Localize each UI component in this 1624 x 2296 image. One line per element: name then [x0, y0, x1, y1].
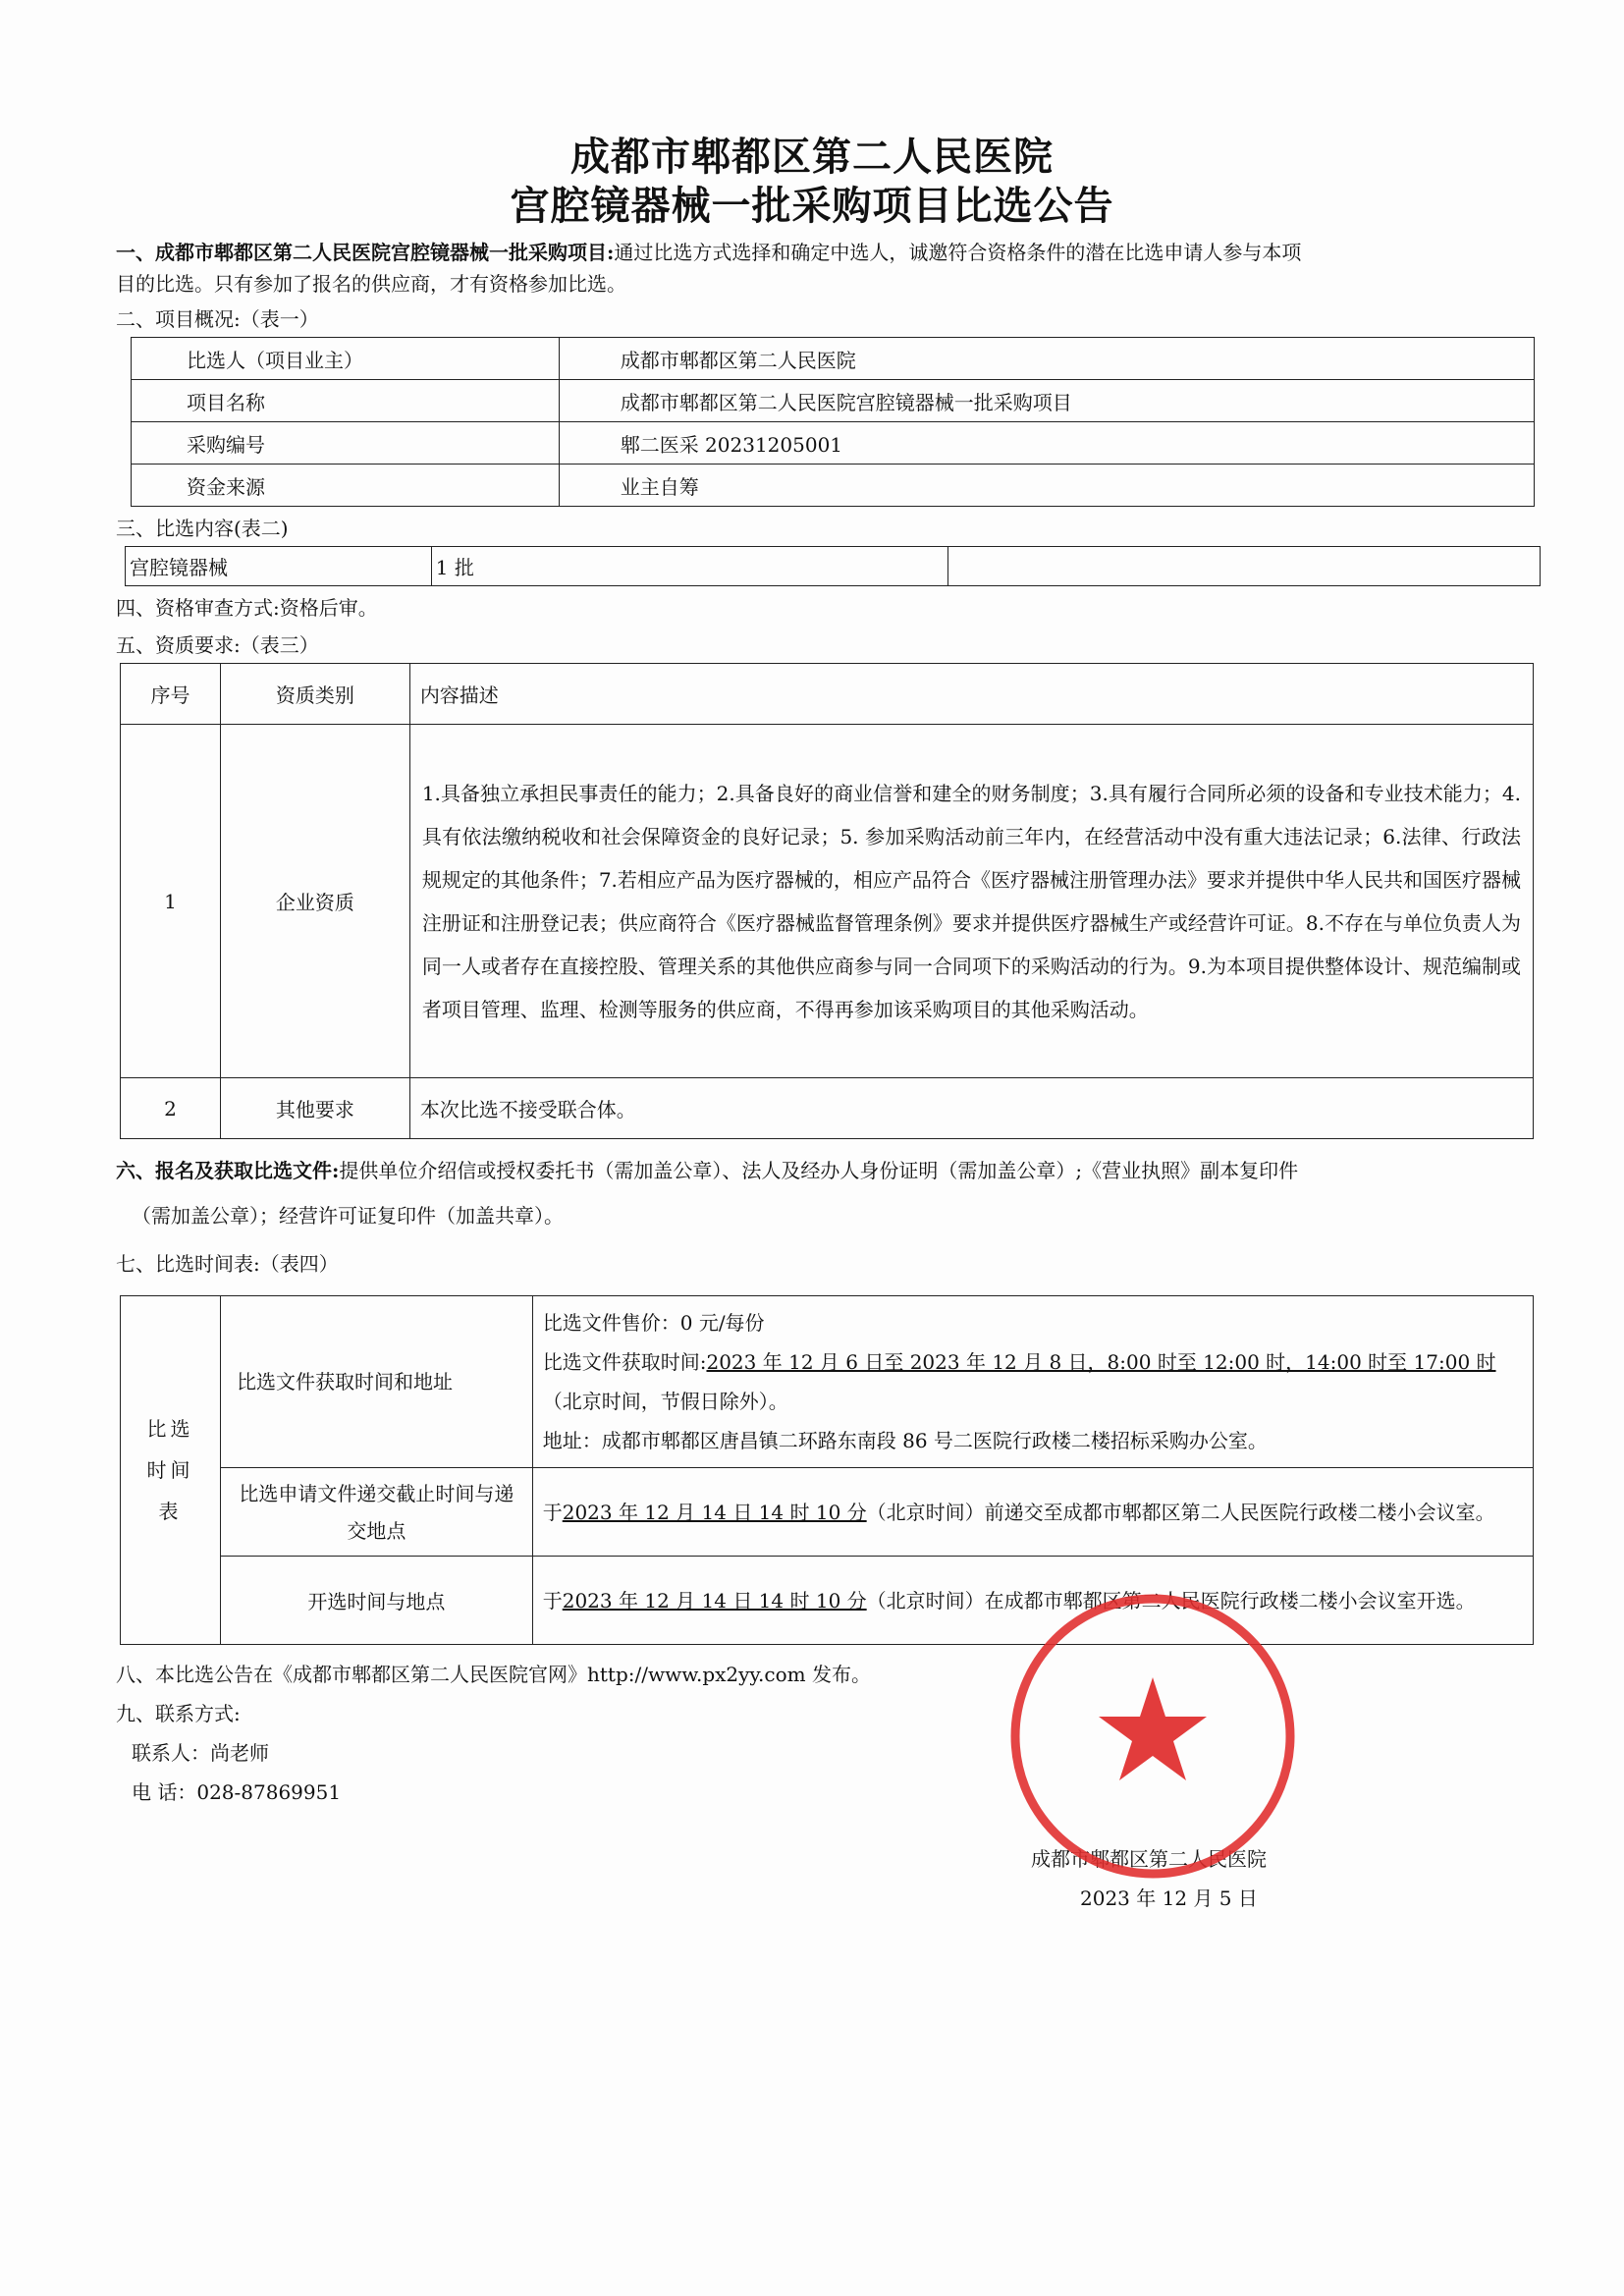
header-type: 资质类别	[220, 664, 409, 725]
section4-line	[116, 591, 1549, 625]
table-row	[121, 664, 1534, 725]
row-desc: 1.具备独立承担民事责任的能力；2.具备良好的商业信誉和建全的财务制度；3.具有履行合同所必须的设备和专业技术能力；4.具有依法缴纳税收和社会保障资金的良好记录；5. 参加采购活动前三年内，在经营活动中没有重大违法记录；6.法律、行政法规规定的其他条件；7.若相应产品为医疗器械的，相应产品符合《医疗器械注册管理办法》要求并提供中华人民共和国医疗器械注册证和注册登记表；供应商符合《医疗器械监督管理条例》要求并提供医疗器械生产或经营许可证。8.不存在与单位负责人为同一人或者存在直接控股、管理关系的其他供应商参与同一合同项下的采购活动的行为。9.为本项目提供整体设计、规范编制或者项目管理、监理、检测等服务的供应商，不得再参加该采购项目的其他采购活动。	[409, 725, 1533, 1078]
section6-heading: 六、报名及获取比选文件:	[116, 1159, 340, 1182]
table-row	[121, 725, 1534, 1078]
section5-heading: 五、资质要求:（表三）	[116, 633, 319, 657]
signature-date: 2023 年 12 月 5 日	[1080, 1886, 1258, 1910]
overview-value: 成都市郫都区第二人民医院	[559, 338, 1534, 380]
section7-heading: 七、比选时间表:（表四）	[116, 1252, 339, 1276]
doc-time: 比选文件获取时间:2023 年 12 月 6 日至 2023 年 12 月 8 日，8:00 时至 12:00 时，14:00 时至 17:00 时（北京时间，节假日除外）。	[542, 1350, 1496, 1413]
table-row	[121, 1468, 1534, 1557]
contact-person: 联系人：尚老师	[132, 1741, 269, 1765]
project-overview-table	[131, 337, 1535, 507]
overview-value: 成都市郫都区第二人民医院宫腔镜器械一批采购项目	[559, 380, 1534, 422]
doc-address: 地址：成都市郫都区唐昌镇二环路东南段 86 号二医院行政楼二楼招标采购办公室。	[542, 1429, 1268, 1452]
schedule-label-1: 比选文件获取时间和地址	[220, 1296, 532, 1468]
schedule-content-1	[532, 1296, 1533, 1468]
schedule-content-3: 于2023 年 12 月 14 日 14 时 10 分（北京时间）在成都市郫都区第二人民医院行政楼二楼小会议室开选。	[532, 1557, 1533, 1645]
row-type: 企业资质	[220, 725, 409, 1078]
schedule-content-2: 于2023 年 12 月 14 日 14 时 10 分（北京时间）前递交至成都市郫都区第二人民医院行政楼二楼小会议室。	[532, 1468, 1533, 1557]
content-item: 宫腔镜器械	[126, 547, 432, 586]
doc-price: 比选文件售价：0 元/每份	[542, 1311, 765, 1335]
table-row	[132, 422, 1535, 465]
opening-time: 2023 年 12 月 14 日 14 时 10 分	[562, 1588, 867, 1613]
content-qty: 1 批	[431, 547, 948, 586]
overview-label: 项目名称	[132, 380, 560, 422]
table-row	[126, 547, 1541, 586]
row-desc: 本次比选不接受联合体。	[409, 1078, 1533, 1139]
intro-line-2: 目的比选。只有参加了报名的供应商，才有资格参加比选。	[116, 272, 626, 296]
header-no: 序号	[121, 664, 221, 725]
header-desc: 内容描述	[409, 664, 1533, 725]
intro-text-1: 通过比选方式选择和确定中选人，诚邀符合资格条件的潜在比选申请人参与本项	[614, 241, 1302, 264]
table-row	[132, 465, 1535, 507]
table-row	[121, 1557, 1534, 1645]
row-type: 其他要求	[220, 1078, 409, 1139]
section4-value: 资格后审。	[279, 596, 378, 620]
doc-time-range: 2023 年 12 月 6 日至 2023 年 12 月 8 日，8:00 时至 12:00 时，14:00 时至 17:00 时	[706, 1350, 1496, 1374]
content-extra	[948, 547, 1541, 586]
table-row	[132, 380, 1535, 422]
section8-heading: 八、本比选公告在《成都市郫都区第二人民医院官网》http://www.px2yy.com 发布。	[116, 1663, 871, 1686]
overview-label: 资金来源	[132, 465, 560, 507]
intro-heading: 一、成都市郫都区第二人民医院宫腔镜器械一批采购项目:	[116, 241, 615, 264]
overview-value: 郫二医采 20231205001	[559, 422, 1534, 465]
section6-line-2: （需加盖公章）；经营许可证复印件（加盖共章）。	[132, 1204, 564, 1228]
schedule-label-3: 开选时间与地点	[220, 1557, 532, 1645]
section6-text-1: 提供单位介绍信或授权委托书（需加盖公章）、法人及经办人身份证明（需加盖公章）;《营业执照》副本复印件	[339, 1159, 1299, 1182]
title-line-1: 成都市郫都区第二人民医院	[570, 135, 1054, 180]
row-no: 1	[121, 725, 221, 1078]
row-no: 2	[121, 1078, 221, 1139]
schedule-group-label: 比选时间表	[121, 1296, 221, 1645]
table-row	[121, 1296, 1534, 1468]
section6-line-1	[116, 1154, 1549, 1187]
intro-line-1	[116, 236, 1549, 269]
overview-label: 比选人（项目业主）	[132, 338, 560, 380]
section2-heading: 二、项目概况:（表一）	[116, 307, 319, 331]
red-star-seal-icon	[1005, 1589, 1300, 1884]
table-row	[121, 1078, 1534, 1139]
overview-value: 业主自筹	[559, 465, 1534, 507]
qualification-table	[120, 663, 1534, 1139]
signature-org: 成都市郫都区第二人民医院	[1031, 1847, 1267, 1871]
section3-heading: 三、比选内容(表二)	[116, 517, 289, 540]
section4-heading: 四、资格审查方式:	[116, 596, 280, 620]
schedule-label-2: 比选申请文件递交截止时间与递交地点	[220, 1468, 532, 1557]
table-row	[132, 338, 1535, 380]
section9-heading: 九、联系方式:	[116, 1702, 241, 1725]
procurement-content-table	[125, 546, 1541, 586]
deadline-time: 2023 年 12 月 14 日 14 时 10 分	[562, 1500, 867, 1524]
schedule-table	[120, 1295, 1534, 1645]
contact-phone: 电 话：028-87869951	[132, 1780, 342, 1804]
overview-label: 采购编号	[132, 422, 560, 465]
title-line-2: 宫腔镜器械一批采购项目比选公告	[510, 184, 1114, 229]
